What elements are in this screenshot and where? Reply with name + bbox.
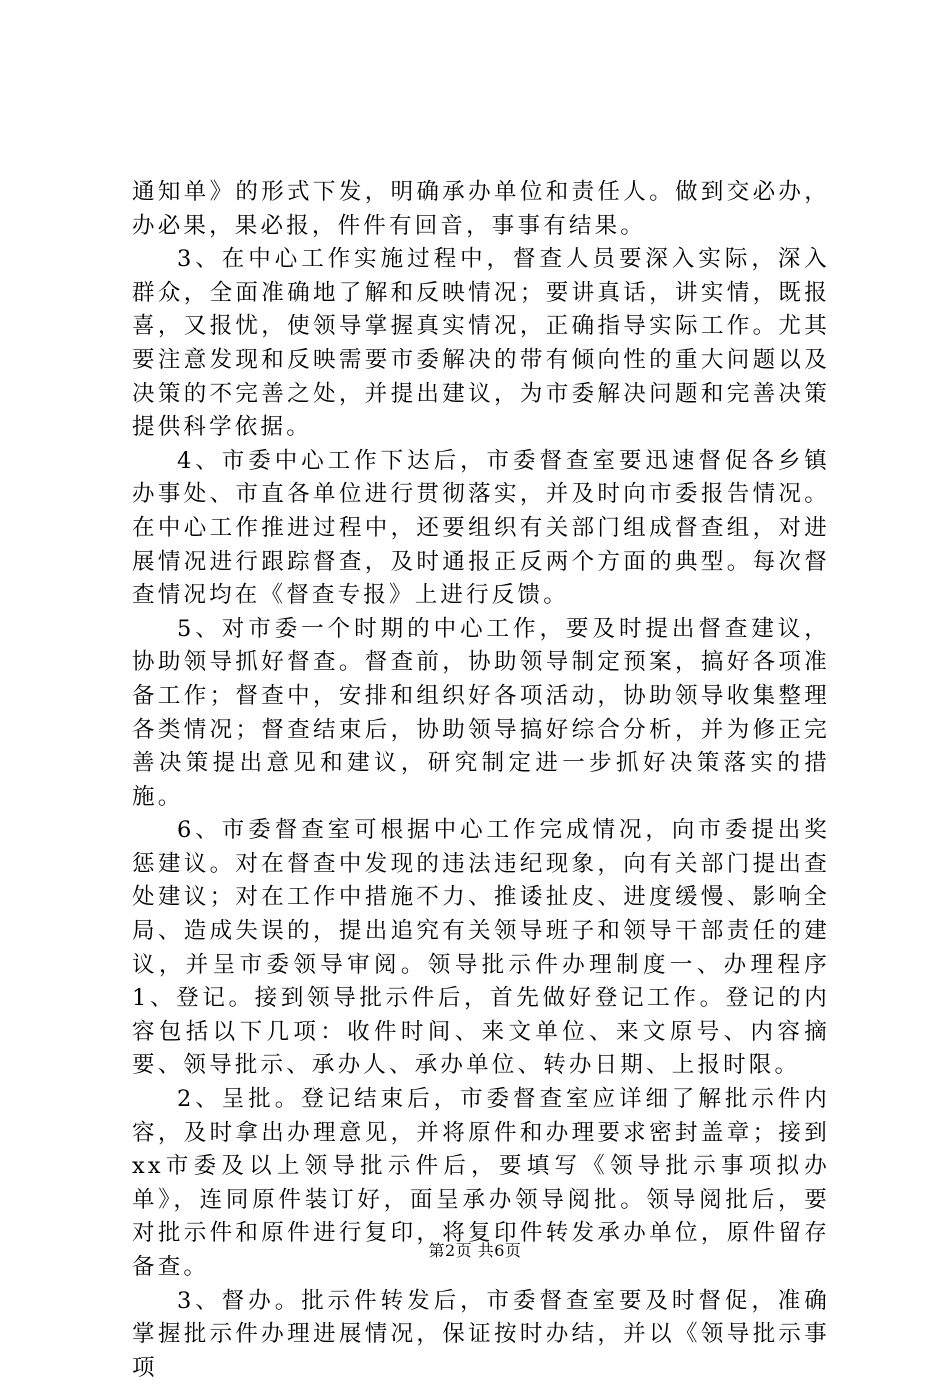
paragraph-item-6: 6、市委督查室可根据中心工作完成情况，向市委提出奖惩建议。对在督查中发现的违法违纪现象，向有关部门提出查处建议；对在工作中措施不力、推诿扯皮、进度缓慢、影响全局、造成失误的，提出追究有关领导班子和领导干部责任的建议，并呈市委领导审阅。领导批示件办理制度一、办理程序1、登记。接到领导批示件后，首先做好登记工作。登记的内容包括以下几项：收件时间、来文单位、来文原号、内容摘要、领导批示、承办人、承办单位、转办日期、上报时限。 <box>132 817 830 1079</box>
paragraph-item-4: 4、市委中心工作下达后，市委督查室要迅速督促各乡镇办事处、市直各单位进行贯彻落实，并及时向市委报告情况。在中心工作推进过程中，还要组织有关部门组成督查组，对进展情况进行跟踪督查，及时通报正反两个方面的典型。每次督查情况均在《督查专报》上进行反馈。 <box>132 447 830 609</box>
paragraph-continuation: 通知单》的形式下发，明确承办单位和责任人。做到交必办，办必果，果必报，件件有回音，事事有结果。 <box>132 179 830 239</box>
document-body <box>132 176 830 1385</box>
paragraph-submit-approval: 2、呈批。登记结束后，市委督查室应详细了解批示件内容，及时拿出办理意见，并将原件和办理要求密封盖章；接到xx市委及以上领导批示件后，要填写《领导批示事项拟办单》，连同原件装订好，面呈承办领导阅批。领导阅批后，要对批示件和原件进行复印，将复印件转发承办单位，原件留存备查。 <box>132 1086 830 1280</box>
page-number-footer: 第2页 共6页 <box>428 1241 522 1260</box>
paragraph-supervise: 3、督办。批示件转发后，市委督查室要及时督促，准确掌握批示件办理进展情况，保证按时办结，并以《领导批示事项 <box>132 1287 830 1381</box>
paragraph-item-3: 3、在中心工作实施过程中，督查人员要深入实际，深入群众，全面准确地了解和反映情况；要讲真话，讲实情，既报喜，又报忧，使领导掌握真实情况，正确指导实际工作。尤其要注意发现和反映需要市委解决的带有倾向性的重大问题以及决策的不完善之处，并提出建议，为市委解决问题和完善决策提供科学依据。 <box>132 246 830 441</box>
paragraph-item-5: 5、对市委一个时期的中心工作，要及时提出督查建议，协助领导抓好督查。督查前，协助领导制定预案，搞好各项准备工作；督查中，安排和组织好各项活动，协助领导收集整理各类情况；督查结束后，协助领导搞好综合分析，并为修正完善决策提出意见和建议，研究制定进一步抓好决策落实的措施。 <box>132 615 830 810</box>
